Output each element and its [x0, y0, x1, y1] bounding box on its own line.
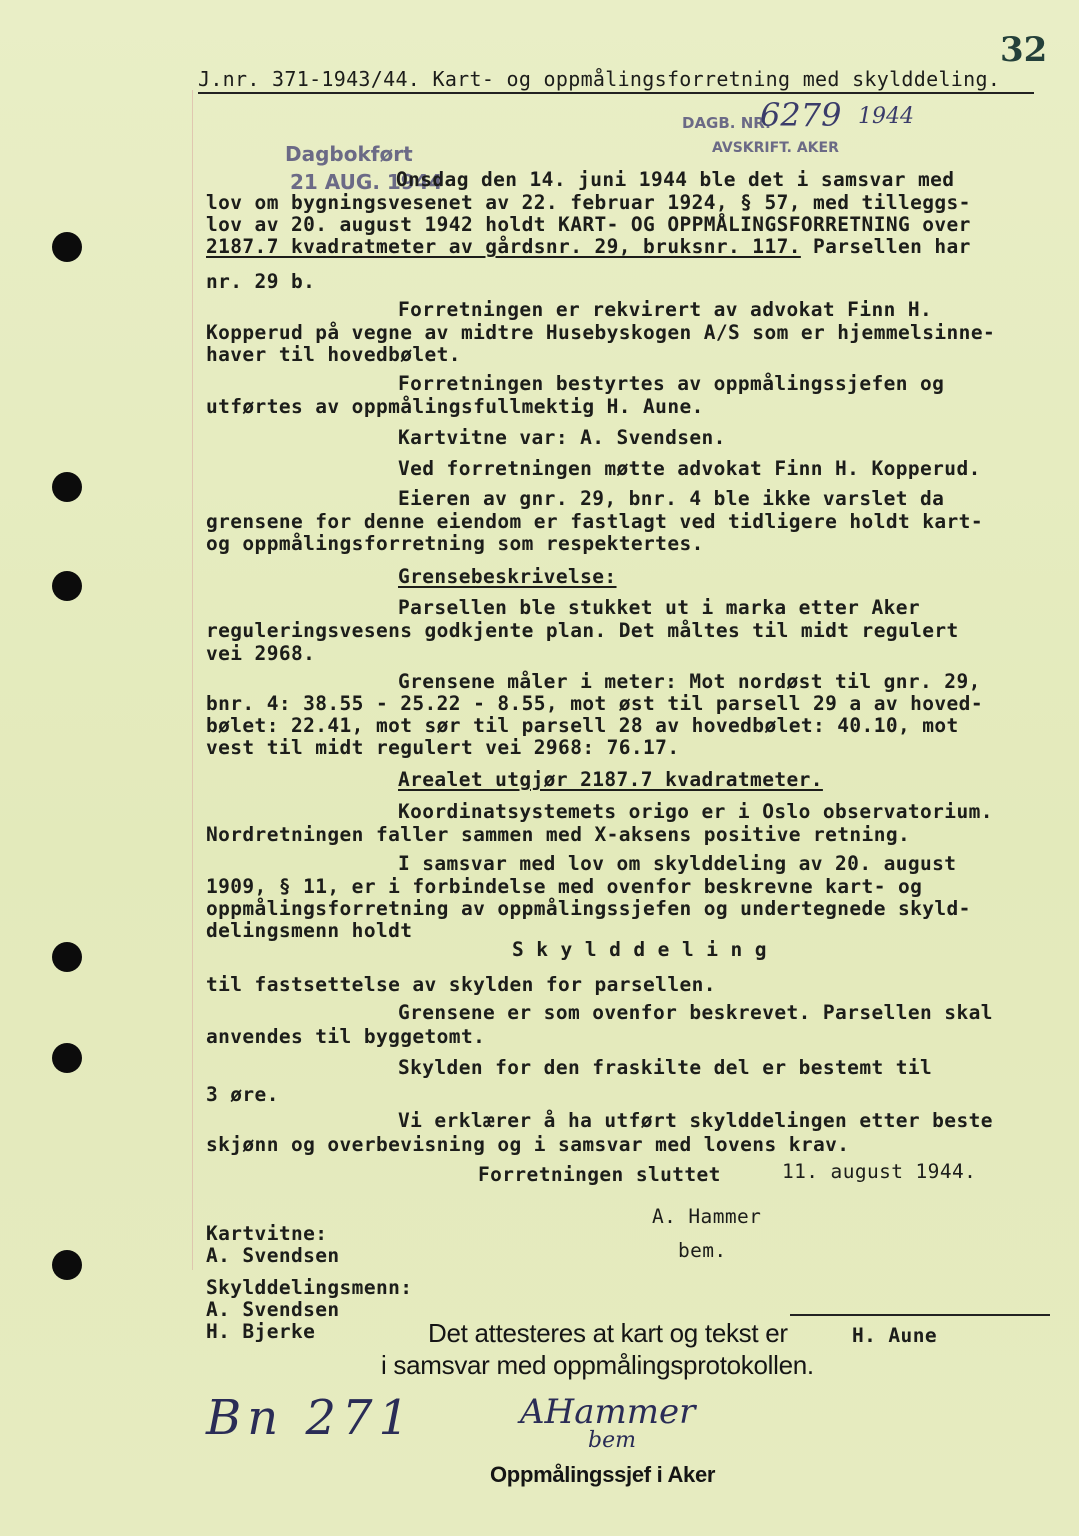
text-line: lov om bygningsvesenet av 22. februar 1924, § 57, med tilleggs-	[206, 191, 971, 214]
header-underline	[198, 92, 1034, 94]
dagbok-number-value: 6279	[760, 96, 842, 134]
text-line: Onsdag den 14. juni 1944 ble det i samsvar med	[396, 168, 955, 191]
text-line: Nordretningen faller sammen med X-aksens positive retning.	[206, 823, 911, 846]
surveyor-title: Oppmålingssjef i Aker	[490, 1462, 716, 1487]
text-line: Parsellen ble stukket ut i marka etter Aker	[398, 596, 921, 619]
text-line: Eieren av gnr. 29, bnr. 4 ble ikke varslet da	[398, 487, 945, 510]
dagbok-year: 1944	[858, 104, 914, 129]
text-fragment: Parsellen har	[800, 235, 971, 258]
binder-hole	[52, 472, 82, 502]
text-line: og oppmålingsforretning som respektertes.	[206, 532, 704, 555]
text-line: haver til hovedbølet.	[206, 343, 461, 366]
binder-hole	[52, 571, 82, 601]
text-line: reguleringsvesens godkjente plan. Det måltes til midt regulert	[206, 619, 959, 642]
text-line	[206, 235, 971, 259]
text-line: nr. 29 b.	[206, 270, 316, 293]
date-stamp: 21 AUG. 1944	[290, 170, 443, 194]
text-line: skjønn og overbevisning og i samsvar med lovens krav.	[206, 1133, 850, 1156]
text-line: 3 øre.	[206, 1083, 279, 1106]
binder-hole	[52, 232, 82, 262]
dagbokfort-stamp: Dagbokført	[285, 142, 413, 166]
page-number: 32	[1000, 30, 1048, 70]
text-line: Skylden for den fraskilte del er bestemt til	[398, 1056, 933, 1079]
text-line: vei 2968.	[206, 642, 316, 665]
signature-aune: H. Aune	[852, 1324, 937, 1347]
signature-hammer: A. Hammer	[652, 1205, 762, 1228]
text-line: Grensene måler i meter: Mot nordøst til gnr. 29,	[398, 670, 981, 693]
text-line: Kopperud på vegne av midtre Husebyskogen A/S som er hjemmelsinne-	[206, 321, 996, 344]
binder-hole	[52, 1043, 82, 1073]
text-line: Forretningen er rekvirert av advokat Finn H.	[398, 298, 933, 321]
kartvitne-name: A. Svendsen	[206, 1244, 340, 1267]
binder-hole	[52, 942, 82, 972]
text-line: Forretningen bestyrtes av oppmålingssjefen og	[398, 372, 945, 395]
kartvitne-label: Kartvitne:	[206, 1222, 328, 1245]
text-line: 1909, § 11, er i forbindelse med ovenfor beskrevne kart- og	[206, 875, 923, 898]
dagbok-number-label: DAGB. NR.	[682, 114, 771, 132]
text-line: bølet: 22.41, mot sør til parsell 28 av hovedbølet: 40.10, mot	[206, 714, 959, 737]
skylddelingsmenn-label: Skylddelingsmenn:	[206, 1276, 413, 1299]
margin-rule	[192, 90, 193, 1270]
handwritten-bem: bem	[588, 1428, 636, 1453]
skylddelingsmann-name: H. Bjerke	[206, 1320, 316, 1343]
handwritten-signature: AHammer	[520, 1392, 696, 1432]
journal-header: J.nr. 371-1943/44. Kart- og oppmålingsforretning med skylddeling.	[198, 67, 1001, 91]
text-line: Koordinatsystemets origo er i Oslo observatorium.	[398, 800, 993, 823]
closing-date: 11. august 1944.	[782, 1160, 977, 1183]
text-line: til fastsettelse av skylden for parsellen.	[206, 973, 716, 996]
text-line: Vi erklærer å ha utført skylddelingen etter beste	[398, 1109, 993, 1132]
text-line: vest til midt regulert vei 2968: 76.17.	[206, 736, 680, 759]
parcel-reference: 2187.7 kvadratmeter av gårdsnr. 29, bruksnr. 117.	[206, 235, 801, 258]
margin-handwritten-note: Bn 271	[206, 1390, 416, 1446]
section-heading: Grensebeskrivelse:	[398, 565, 617, 588]
text-line: Grensene er som ovenfor beskrevet. Parsellen skal	[398, 1001, 993, 1024]
text-line: bnr. 4: 38.55 - 25.22 - 8.55, mot øst til parsell 29 a av hoved-	[206, 692, 983, 715]
text-line: Kartvitne var: A. Svendsen.	[398, 426, 726, 449]
text-line: I samsvar med lov om skylddeling av 20. august	[398, 852, 957, 875]
signature-bem: bem.	[678, 1239, 727, 1262]
attest-line: i samsvar med oppmålingsprotokollen.	[381, 1350, 814, 1380]
attest-line: Det attesteres at kart og tekst er	[428, 1318, 788, 1348]
text-line: anvendes til byggetomt.	[206, 1025, 486, 1048]
skylddelingsmann-name: A. Svendsen	[206, 1298, 340, 1321]
text-line: oppmålingsforretning av oppmålingssjefen og undertegnede skyld-	[206, 897, 971, 920]
text-line: Ved forretningen møtte advokat Finn H. Kopperud.	[398, 457, 981, 480]
closing-label: Forretningen sluttet	[478, 1163, 721, 1186]
text-line: delingsmenn holdt	[206, 919, 413, 942]
text-line: lov av 20. august 1942 holdt KART- OG OPPMÅLINGSFORRETNING over	[206, 213, 971, 236]
binder-hole	[52, 1250, 82, 1280]
avskrift-stamp: AVSKRIFT. AKER	[712, 140, 839, 156]
text-line: utførtes av oppmålingsfullmektig H. Aune.	[206, 395, 704, 418]
signature-rule	[790, 1314, 1050, 1316]
section-heading: S k y l d d e l i n g	[512, 938, 767, 961]
area-heading: Arealet utgjør 2187.7 kvadratmeter.	[398, 768, 823, 791]
text-line: grensene for denne eiendom er fastlagt ved tidligere holdt kart-	[206, 510, 983, 533]
